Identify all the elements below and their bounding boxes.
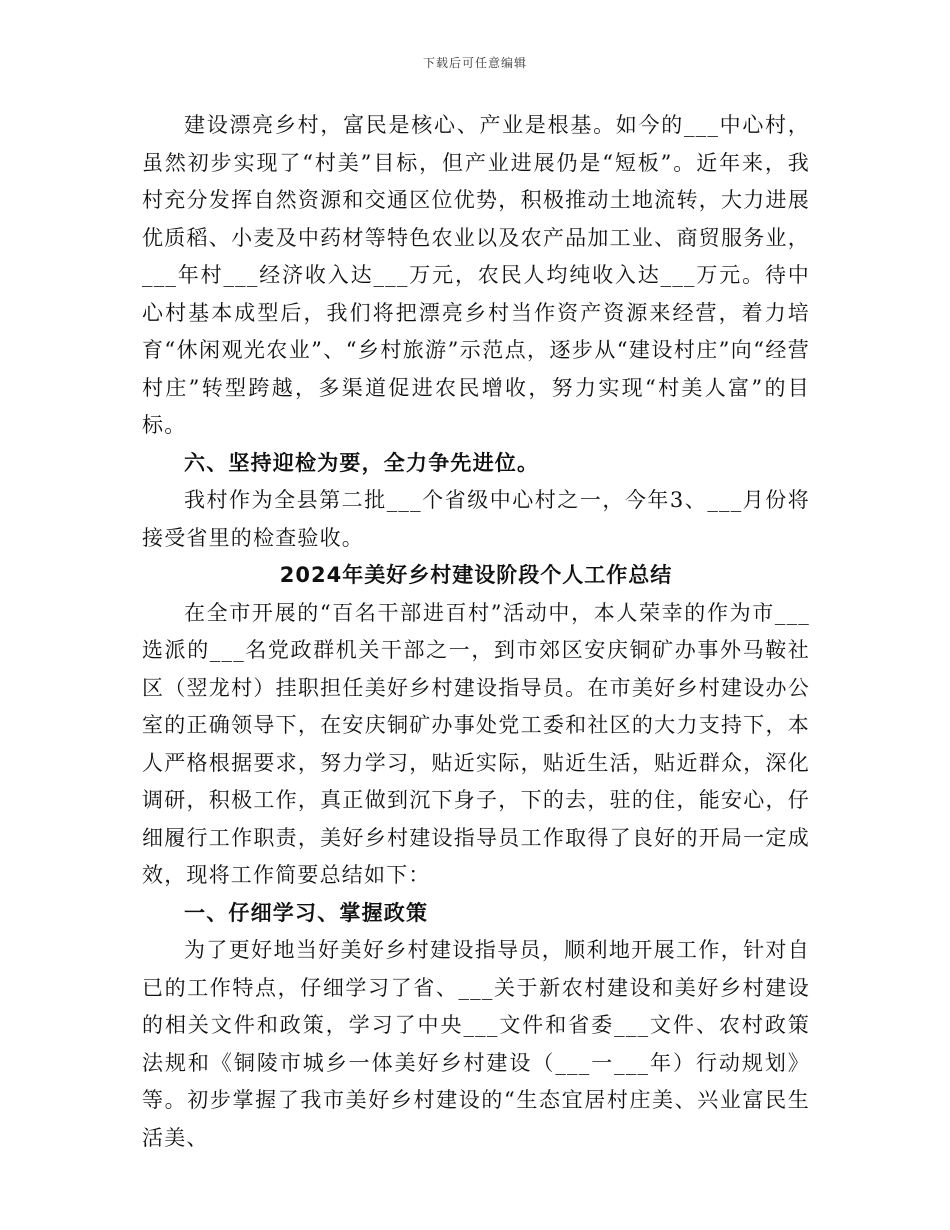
- paragraph-rural-industry: 建设漂亮乡村，富民是核心、产业是根基。如今的___中心村，虽然初步实现了“村美”目标，但产业进展仍是“短板”。近年来，我村充分发挥自然资源和交通区位优势，积极推动土地流转，大力进展优质稻、小麦及中药材等特色农业以及农产品加工业、商贸服务业，___年村___经济收入达___万元，农民人均纯收入达___万元。待中心村基本成型后，我们将把漂亮乡村当作资产资源来经营，着力培育“休闲观光农业”、“乡村旅游”示范点，逐步从“建设村庄”向“经营村庄”转型跨越，多渠道促进农民增收，努力实现“村美人富”的目标。: [142, 113, 810, 437]
- document-body: [142, 107, 810, 1157]
- paragraph-inspection: 我村作为全县第二批___个省级中心村之一，今年3、___月份将接受省里的检查验收。: [142, 488, 810, 550]
- page-header: 下载后可任意编辑: [422, 56, 527, 70]
- document-title: 2024年美好乡村建设阶段个人工作总结: [279, 563, 673, 587]
- section-heading-one: 一、仔细学习、掌握政策: [184, 900, 429, 925]
- section-heading-six: 六、坚持迎检为要，全力争先进位。: [184, 450, 540, 475]
- paragraph-intro: 在全市开展的“百名干部进百村”活动中，本人荣幸的作为市___选派的___名党政群机关干部之一，到市郊区安庆铜矿办事外马鞍社区（翌龙村）挂职担任美好乡村建设指导员。在市美好乡村建设办公室的正确领导下，在安庆铜矿办事处党工委和社区的大力支持下，本人严格根据要求，努力学习，贴近实际，贴近生活，贴近群众，深化调研，积极工作，真正做到沉下身子，下的去，驻的住，能安心，仔细履行工作职责，美好乡村建设指导员工作取得了良好的开局一定成效，现将工作简要总结如下：: [142, 600, 810, 887]
- paragraph-study-policy: 为了更好地当好美好乡村建设指导员，顺利地开展工作，针对自已的工作特点，仔细学习了省、___关于新农村建设和美好乡村建设的相关文件和政策，学习了中央___文件和省委___文件、农村政策法规和《铜陵市城乡一体美好乡村建设（___一___年）行动规划》等。初步掌握了我市美好乡村建设的“生态宜居村庄美、兴业富民生活美、: [142, 938, 810, 1150]
